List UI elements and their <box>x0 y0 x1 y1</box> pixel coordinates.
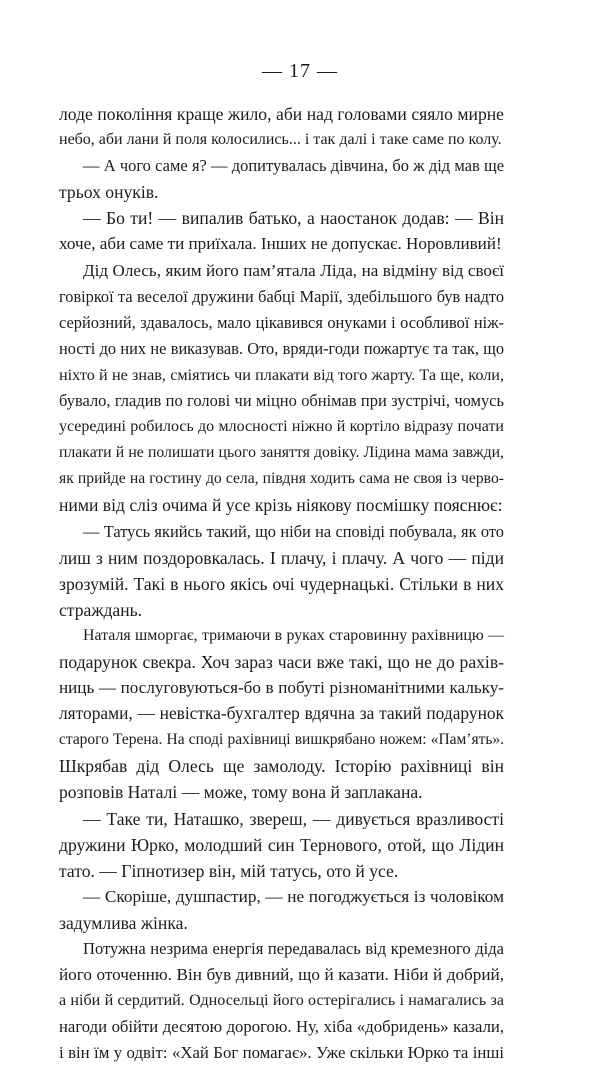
text-line: — Таке ти, Наташко, звереш, — дивується вразливості <box>83 808 504 829</box>
text-line: серйозний, здавалось, мало цікавився онуками і особливої ніж- <box>59 312 504 332</box>
text-line: бувало, гладив по голові чи міцно обнімав при зустрічі, чомусь <box>59 391 504 411</box>
text-line: дружини Юрко, молодший син Тернового, отой, що Лідин <box>59 834 504 855</box>
text-line: ляторами, — невістка-бухгалтер вдячна за такий подарунок <box>59 704 504 724</box>
text-line: лиш з ним поздоровкалась. І плачу, і плачу. А чого — піди <box>59 547 504 568</box>
text-line: Потужна незрима енергія передавалась від кремезного діда <box>83 939 504 958</box>
text-line: ніхто й не знав, сміятись чи плакати від того жарту. Та ще, коли, <box>59 365 504 384</box>
text-line: ними від сліз очима й усе крізь ніякову посмішку пояснює: <box>59 495 503 516</box>
text-line: задумлива жінка. <box>59 912 188 933</box>
text-line: Наталя шморгає, тримаючи в руках старовинну рахівницю — <box>83 626 504 644</box>
text-line: хоче, аби саме ти приїхала. Інших не допускає. Норовливий! <box>59 234 502 254</box>
text-line: небо, аби лани й поля колосились... і так далі і таке саме по колу. <box>59 131 502 149</box>
text-line: і він їм у одвіт: «Хай Бог помагає». Уже скільки Юрко та інші <box>59 1043 504 1063</box>
text-line: страждань. <box>59 599 143 620</box>
text-line: — Татусь якийсь такий, що ніби на сповіді побувала, як ото <box>83 521 504 541</box>
text-line: плакати й не полишати цього заняття довіку. Лідина мама завжди, <box>59 444 504 462</box>
text-line: лоде покоління краще жило, аби над головами сяяло мирне <box>59 104 504 124</box>
text-column <box>59 101 504 1066</box>
text-line: його оточенню. Він був дивний, що й казати. Ніби й добрий, <box>59 965 504 985</box>
body-text <box>59 101 504 1066</box>
text-line: усередині робилось до млосності ніжно й кортіло відразу почати <box>59 418 504 436</box>
text-line: — Бо ти! — випалив батько, а наостанок додав: — Він <box>83 208 504 229</box>
text-line: Дід Олесь, яким його пам’ятала Ліда, на відміну від своєї <box>83 260 504 280</box>
text-line: ності до них не виказував. Ото, вряди-годи пожартує та так, що <box>59 338 504 358</box>
text-line: трьох онуків. <box>59 182 159 203</box>
text-line: старого Терена. На споді рахівниці вишкрябано ножем: «Пам’ять». <box>59 731 504 749</box>
text-line: ниць — послуговуються-бо в побуті різноманітними кальку- <box>59 678 504 698</box>
text-line: як прийде на гостину до села, півдня ходить сама не своя із черво- <box>59 470 504 488</box>
text-line: подарунок свекра. Хоч зараз часи вже такі, що не до рахів- <box>59 651 504 672</box>
text-line: зрозумій. Такі в нього якісь очі чудернацькі. Стільки в них <box>59 573 504 594</box>
text-line: Шкрябав дід Олесь ще замолоду. Історію рахівниці він <box>59 756 504 777</box>
page-number: — 17 — <box>262 60 338 82</box>
text-line: а ніби й сердитий. Односельці його остерігались і намагались за <box>59 992 504 1010</box>
text-line: — А чого саме я? — допитувалась дівчина, бо ж дід мав ще <box>83 156 504 176</box>
text-line: розповів Наталі — може, тому вона й заплакана. <box>59 782 423 803</box>
text-line: говіркої та веселої дружини бабці Марії, здебільшого був надто <box>59 286 504 306</box>
text-line: нагоди обійти десятою дорогою. Ну, хіба «добридень» казали, <box>59 1017 504 1037</box>
text-line: — Скоріше, душпастир, — не погоджується із чоловіком <box>83 886 504 906</box>
text-line: тато. — Гіпнотизер він, мій татусь, ото й усе. <box>59 860 399 881</box>
